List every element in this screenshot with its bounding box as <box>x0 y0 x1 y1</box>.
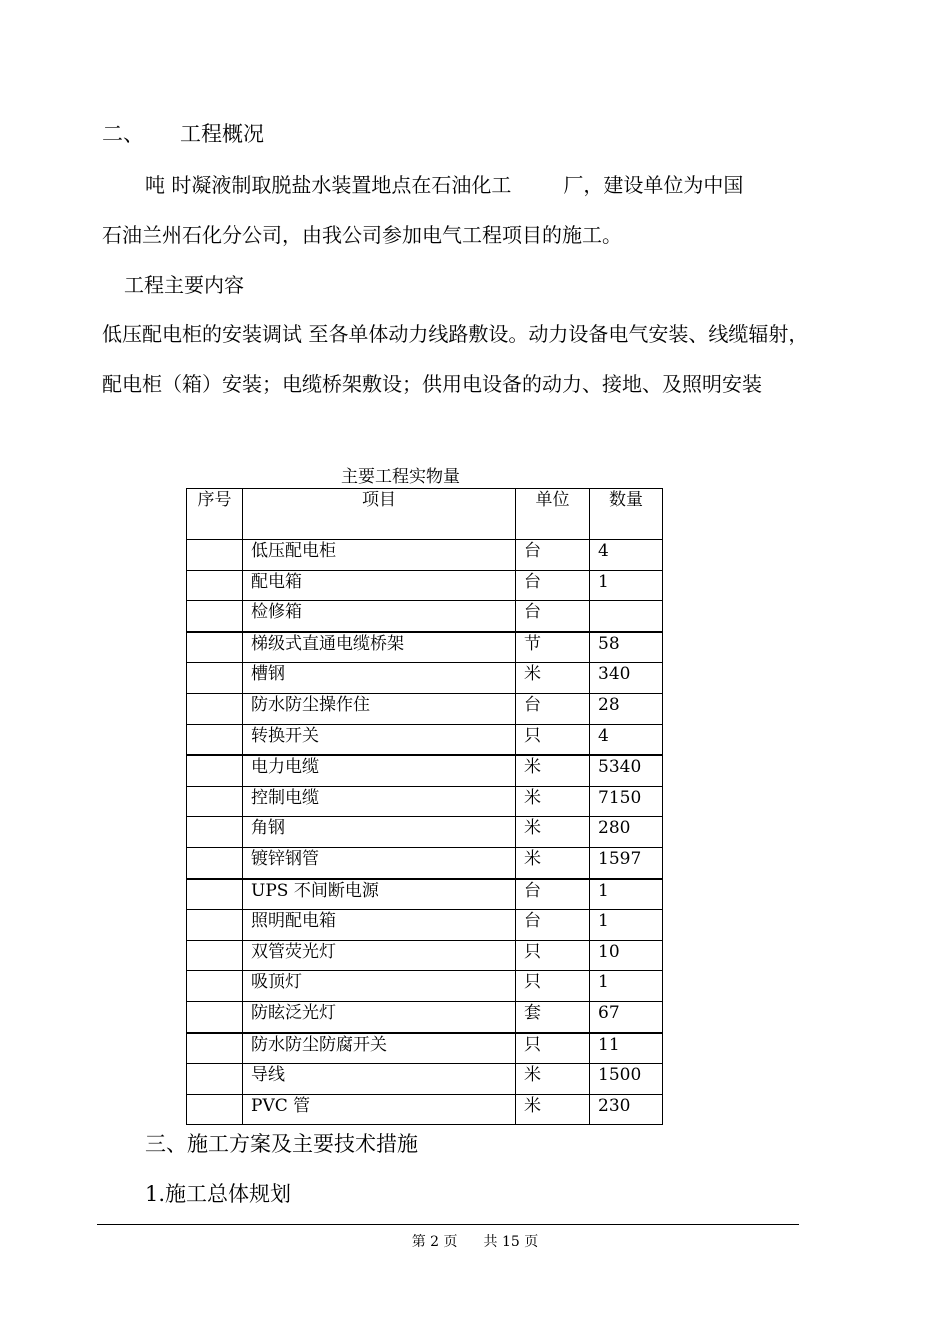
cell-item: 双管荧光灯 <box>243 940 516 971</box>
content-heading: 工程主要内容 <box>124 273 244 297</box>
cell-seq <box>187 632 243 663</box>
table-row <box>187 940 663 971</box>
cell-unit: 米 <box>516 663 590 694</box>
cell-qty: 1500 <box>590 1064 663 1095</box>
cell-seq <box>187 693 243 724</box>
cell-qty: 1597 <box>590 847 663 878</box>
cell-seq <box>187 847 243 878</box>
cell-unit: 只 <box>516 724 590 755</box>
cell-qty: 1 <box>590 570 663 601</box>
page-footer <box>0 1231 950 1251</box>
cell-seq <box>187 1033 243 1064</box>
cell-item: 低压配电柜 <box>243 540 516 571</box>
cell-unit: 台 <box>516 601 590 632</box>
cell-qty: 4 <box>590 724 663 755</box>
cell-seq <box>187 1094 243 1125</box>
cell-item: 防水防尘防腐开关 <box>243 1033 516 1064</box>
cell-item: 镀锌钢管 <box>243 847 516 878</box>
table-row <box>187 724 663 755</box>
cell-seq <box>187 663 243 694</box>
table-row <box>187 1094 663 1125</box>
cell-unit: 米 <box>516 755 590 786</box>
table-row <box>187 879 663 910</box>
intro-line-1 <box>145 160 743 210</box>
content-paragraph: 低压配电柜的安装调试 至各单体动力线路敷设。动力设备电气安装、线缆辐射，配电柜（箱）安装；电缆桥架敷设；供用电设备的动力、接地、及照明安装 <box>102 322 809 396</box>
cell-item: 转换开关 <box>243 724 516 755</box>
cell-unit: 套 <box>516 1001 590 1032</box>
table-row <box>187 786 663 817</box>
cell-seq <box>187 910 243 941</box>
cell-seq <box>187 879 243 910</box>
table-row <box>187 755 663 786</box>
quantity-table <box>186 488 663 1125</box>
cell-qty: 5340 <box>590 755 663 786</box>
cell-qty: 58 <box>590 632 663 663</box>
cell-item: 导线 <box>243 1064 516 1095</box>
table-row <box>187 971 663 1002</box>
section-title: 工程概况 <box>180 122 264 146</box>
table-row <box>187 632 663 663</box>
cell-qty: 340 <box>590 663 663 694</box>
cell-seq <box>187 1064 243 1095</box>
cell-seq <box>187 570 243 601</box>
section-3-heading: 三、施工方案及主要技术措施 <box>145 1132 418 1156</box>
table-row <box>187 847 663 878</box>
cell-item: 配电箱 <box>243 570 516 601</box>
table-row <box>187 540 663 571</box>
cell-qty: 10 <box>590 940 663 971</box>
cell-unit: 节 <box>516 632 590 663</box>
table-caption: 主要工程实物量 <box>341 467 460 487</box>
cell-qty: 1 <box>590 971 663 1002</box>
cell-seq <box>187 786 243 817</box>
cell-qty: 1 <box>590 910 663 941</box>
cell-item: UPS 不间断电源 <box>243 879 516 910</box>
cell-unit: 台 <box>516 910 590 941</box>
cell-unit: 台 <box>516 570 590 601</box>
table-row <box>187 817 663 848</box>
cell-item: PVC 管 <box>243 1094 516 1125</box>
cell-seq <box>187 755 243 786</box>
table-row <box>187 910 663 941</box>
intro-line-1a: 吨 时凝液制取脱盐水装置地点在石油化工 <box>145 173 512 197</box>
table-row <box>187 1033 663 1064</box>
cell-item: 槽钢 <box>243 663 516 694</box>
cell-qty: 67 <box>590 1001 663 1032</box>
cell-qty: 280 <box>590 817 663 848</box>
cell-unit: 米 <box>516 786 590 817</box>
cell-unit: 米 <box>516 847 590 878</box>
subsection-heading: 1.施工总体规划 <box>145 1182 292 1206</box>
cell-unit: 只 <box>516 1033 590 1064</box>
cell-seq <box>187 601 243 632</box>
cell-item: 控制电缆 <box>243 786 516 817</box>
section-number: 二、 <box>102 122 144 146</box>
cell-unit: 米 <box>516 1094 590 1125</box>
cell-item: 电力电缆 <box>243 755 516 786</box>
intro-line-1b: 厂，建设单位为中国 <box>563 173 744 197</box>
cell-seq <box>187 540 243 571</box>
section-heading <box>102 118 264 148</box>
cell-item: 梯级式直通电缆桥架 <box>243 632 516 663</box>
cell-item: 吸顶灯 <box>243 971 516 1002</box>
cell-unit: 只 <box>516 971 590 1002</box>
header-unit: 单位 <box>516 489 590 540</box>
cell-item: 检修箱 <box>243 601 516 632</box>
cell-qty: 11 <box>590 1033 663 1064</box>
cell-qty: 4 <box>590 540 663 571</box>
table-row <box>187 663 663 694</box>
cell-unit: 台 <box>516 540 590 571</box>
cell-item: 照明配电箱 <box>243 910 516 941</box>
table-row <box>187 601 663 632</box>
cell-qty: 230 <box>590 1094 663 1125</box>
cell-qty: 1 <box>590 879 663 910</box>
footer-rule <box>97 1224 799 1225</box>
cell-item: 角钢 <box>243 817 516 848</box>
table-header-row <box>187 489 663 540</box>
cell-qty: 28 <box>590 693 663 724</box>
header-qty: 数量 <box>590 489 663 540</box>
cell-qty <box>590 601 663 632</box>
cell-seq <box>187 724 243 755</box>
cell-unit: 只 <box>516 940 590 971</box>
page-number: 第 2 页 <box>411 1234 458 1250</box>
cell-seq <box>187 1001 243 1032</box>
cell-qty: 7150 <box>590 786 663 817</box>
cell-unit: 米 <box>516 817 590 848</box>
table-row <box>187 1064 663 1095</box>
cell-item: 防眩泛光灯 <box>243 1001 516 1032</box>
table-row <box>187 570 663 601</box>
cell-item: 防水防尘操作住 <box>243 693 516 724</box>
cell-unit: 米 <box>516 1064 590 1095</box>
cell-seq <box>187 940 243 971</box>
page-total: 共 15 页 <box>483 1234 539 1250</box>
header-seq: 序号 <box>187 489 243 540</box>
table-row <box>187 693 663 724</box>
cell-unit: 台 <box>516 693 590 724</box>
intro-line-2: 石油兰州石化分公司，由我公司参加电气工程项目的施工。 <box>102 223 622 247</box>
cell-seq <box>187 971 243 1002</box>
table-row <box>187 1001 663 1032</box>
cell-unit: 台 <box>516 879 590 910</box>
cell-seq <box>187 817 243 848</box>
header-item: 项目 <box>243 489 516 540</box>
